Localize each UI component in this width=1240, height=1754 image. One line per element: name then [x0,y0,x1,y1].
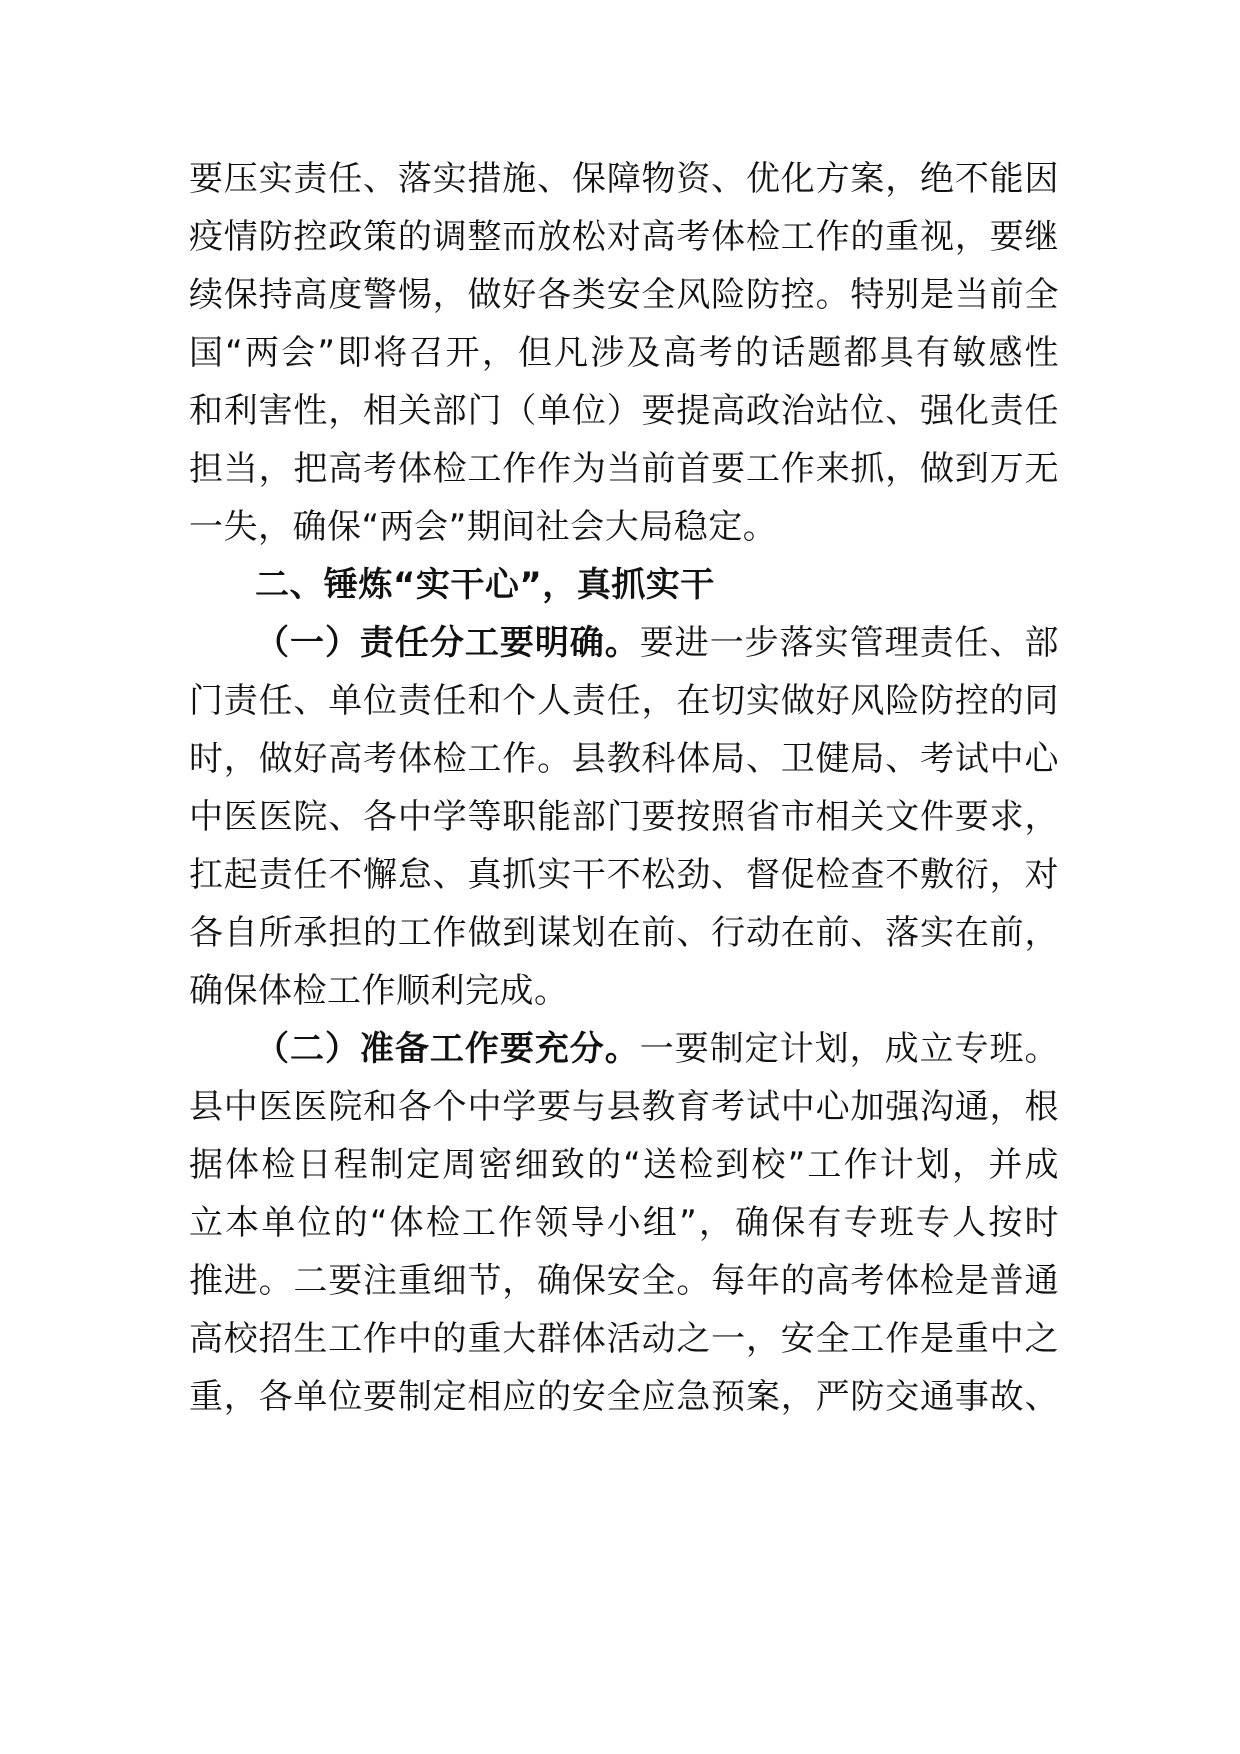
item-2-line-2: 县中医医院和各个中学要与县教育考试中心加强沟通，根 [189,1087,1059,1127]
item-1-line-6: 各自所承担的工作做到谋划在前、行动在前、落实在前， [189,913,1059,953]
item-1-line-7: 确保体检工作顺利完成。 [189,971,569,1011]
item-1-title: （一）责任分工要明确。 [255,623,640,663]
section-heading: 二、锤炼“实干心”，真抓实干 [255,565,715,605]
item-1-line-3: 时，做好高考体检工作。县教科体局、卫健局、考试中心 [189,739,1059,779]
item-1-first-line-text: 要进一步落实管理责任、部 [639,623,1059,663]
paragraph-1-line-6: 担当，把高考体检工作作为当前首要工作来抓，做到万无 [189,449,1059,489]
item-2-line-3: 据体检日程制定周密细致的“送检到校”工作计划，并成 [189,1145,1059,1185]
item-1-line-5: 扛起责任不懈怠、真抓实干不松劲、督促检查不敷衍，对 [189,855,1059,895]
item-1-line-2: 门责任、单位责任和个人责任，在切实做好风险防控的同 [189,681,1059,721]
item-2-title: （二）准备工作要充分。 [255,1029,640,1069]
item-1-line-4: 中医医院、各中学等职能部门要按照省市相关文件要求， [189,797,1059,837]
paragraph-1-line-7: 一失，确保“两会”期间社会大局稳定。 [189,507,778,547]
paragraph-1-line-1: 要压实责任、落实措施、保障物资、优化方案，绝不能因 [189,159,1059,199]
item-2-line-5: 推进。二要注重细节，确保安全。每年的高考体检是普通 [189,1261,1059,1301]
paragraph-1-line-3: 续保持高度警惕，做好各类安全风险防控。特别是当前全 [189,275,1059,315]
item-1-first-line [255,621,1059,665]
item-2-first-line [255,1027,1059,1071]
item-2-line-7: 重，各单位要制定相应的安全应急预案，严防交通事故、 [189,1377,1059,1417]
item-2-first-line-text: 一要制定计划，成立专班。 [639,1029,1059,1069]
item-2-line-4: 立本单位的“体检工作领导小组”，确保有专班专人按时 [189,1203,1059,1243]
paragraph-1-line-4: 国“两会”即将召开，但凡涉及高考的话题都具有敏感性 [189,333,1059,373]
paragraph-1-line-5: 和利害性，相关部门（单位）要提高政治站位、强化责任 [189,391,1059,431]
item-2-line-6: 高校招生工作中的重大群体活动之一，安全工作是重中之 [189,1319,1059,1359]
paragraph-1-line-2: 疫情防控政策的调整而放松对高考体检工作的重视，要继 [189,217,1059,257]
